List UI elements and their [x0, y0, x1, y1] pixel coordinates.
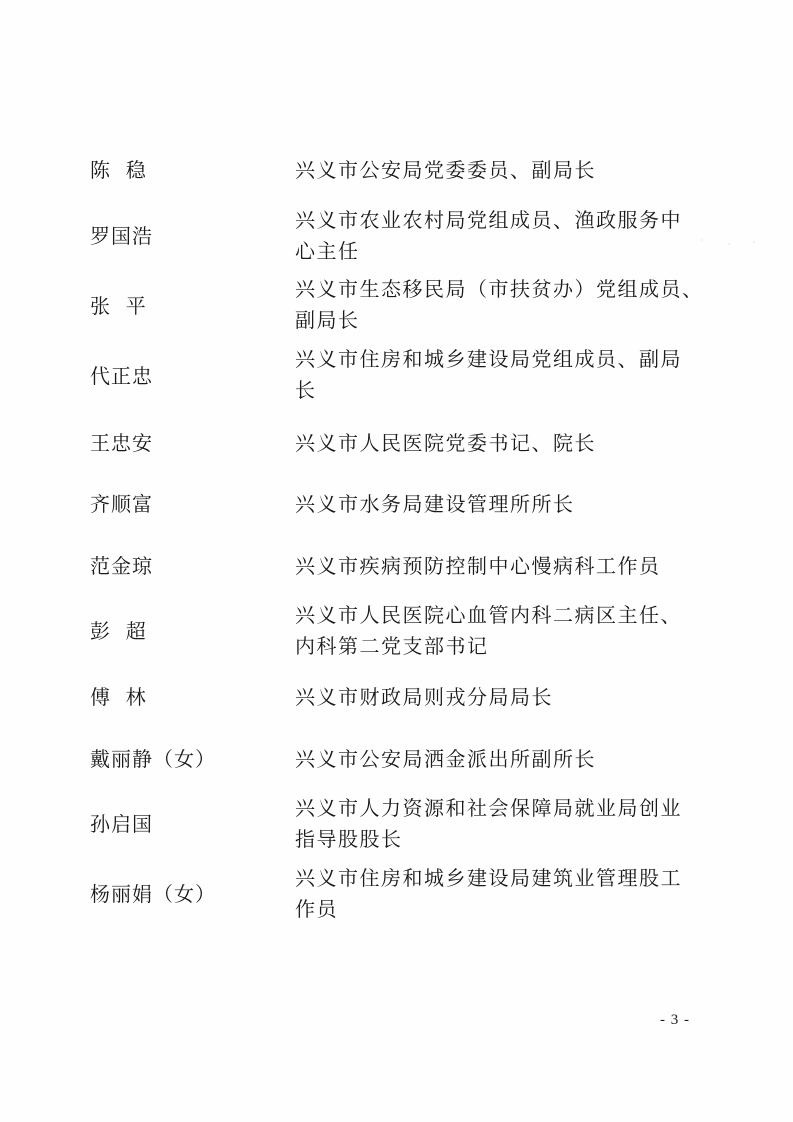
person-position: [295, 428, 695, 459]
position-line: 兴义市住房和城乡建设局党组成员、副局: [295, 347, 682, 371]
position-line: 兴义市生态移民局（市扶贫办）党组成员、: [295, 277, 704, 301]
person-name: 罗国浩: [90, 224, 153, 248]
person-position: [295, 682, 695, 713]
person-name: 杨丽娟（女）: [90, 882, 216, 906]
person-position: [295, 744, 695, 775]
position-line: 兴义市财政局则戎分局局长: [295, 685, 553, 709]
person-name: 齐顺富: [90, 492, 153, 516]
position-line: 兴义市疾病预防控制中心慢病科工作员: [295, 554, 661, 578]
person-name: 戴丽静（女）: [90, 747, 216, 771]
position-line: 兴义市水务局建设管理所所长: [295, 492, 575, 516]
person-name: 孙启国: [90, 812, 153, 836]
person-position: [295, 274, 704, 336]
position-line: 作员: [295, 897, 338, 921]
person-name: 范金琼: [90, 554, 153, 578]
position-line: 兴义市公安局洒金派出所副所长: [295, 747, 596, 771]
person-name: 彭 超: [90, 619, 147, 643]
person-position: [295, 551, 695, 582]
person-position: [295, 863, 695, 925]
position-line: 兴义市农业农村局党组成员、渔政服务中: [295, 208, 682, 232]
position-line: 兴义市公安局党委委员、副局长: [295, 158, 596, 182]
person-name: 王忠安: [90, 431, 153, 455]
scan-speck: ·: [700, 236, 703, 245]
position-line: 兴义市人民医院党委书记、院长: [295, 431, 596, 455]
person-position: [295, 344, 695, 406]
person-position: [295, 489, 695, 520]
position-line: 兴义市人力资源和社会保障局就业局创业: [295, 796, 682, 820]
person-position: [295, 155, 695, 186]
scan-speck: ·: [753, 238, 756, 247]
position-line: 兴义市住房和城乡建设局建筑业管理股工: [295, 866, 682, 890]
person-name: 陈 稳: [90, 158, 147, 182]
position-line: 长: [295, 378, 317, 402]
person-name: 张 平: [90, 294, 147, 318]
position-line: 副局长: [295, 308, 360, 332]
scan-speck: ·: [728, 240, 731, 249]
person-position: [295, 793, 695, 855]
person-name: 代正忠: [90, 364, 153, 388]
person-position: [295, 205, 695, 267]
position-line: 内科第二党支部书记: [295, 634, 489, 658]
position-line: 心主任: [295, 239, 360, 263]
position-line: 指导股股长: [295, 827, 403, 851]
person-position: [295, 600, 695, 662]
person-name: 傅 林: [90, 685, 147, 709]
page-number: - 3 -: [660, 1012, 690, 1028]
position-line: 兴义市人民医院心血管内科二病区主任、: [295, 603, 682, 627]
